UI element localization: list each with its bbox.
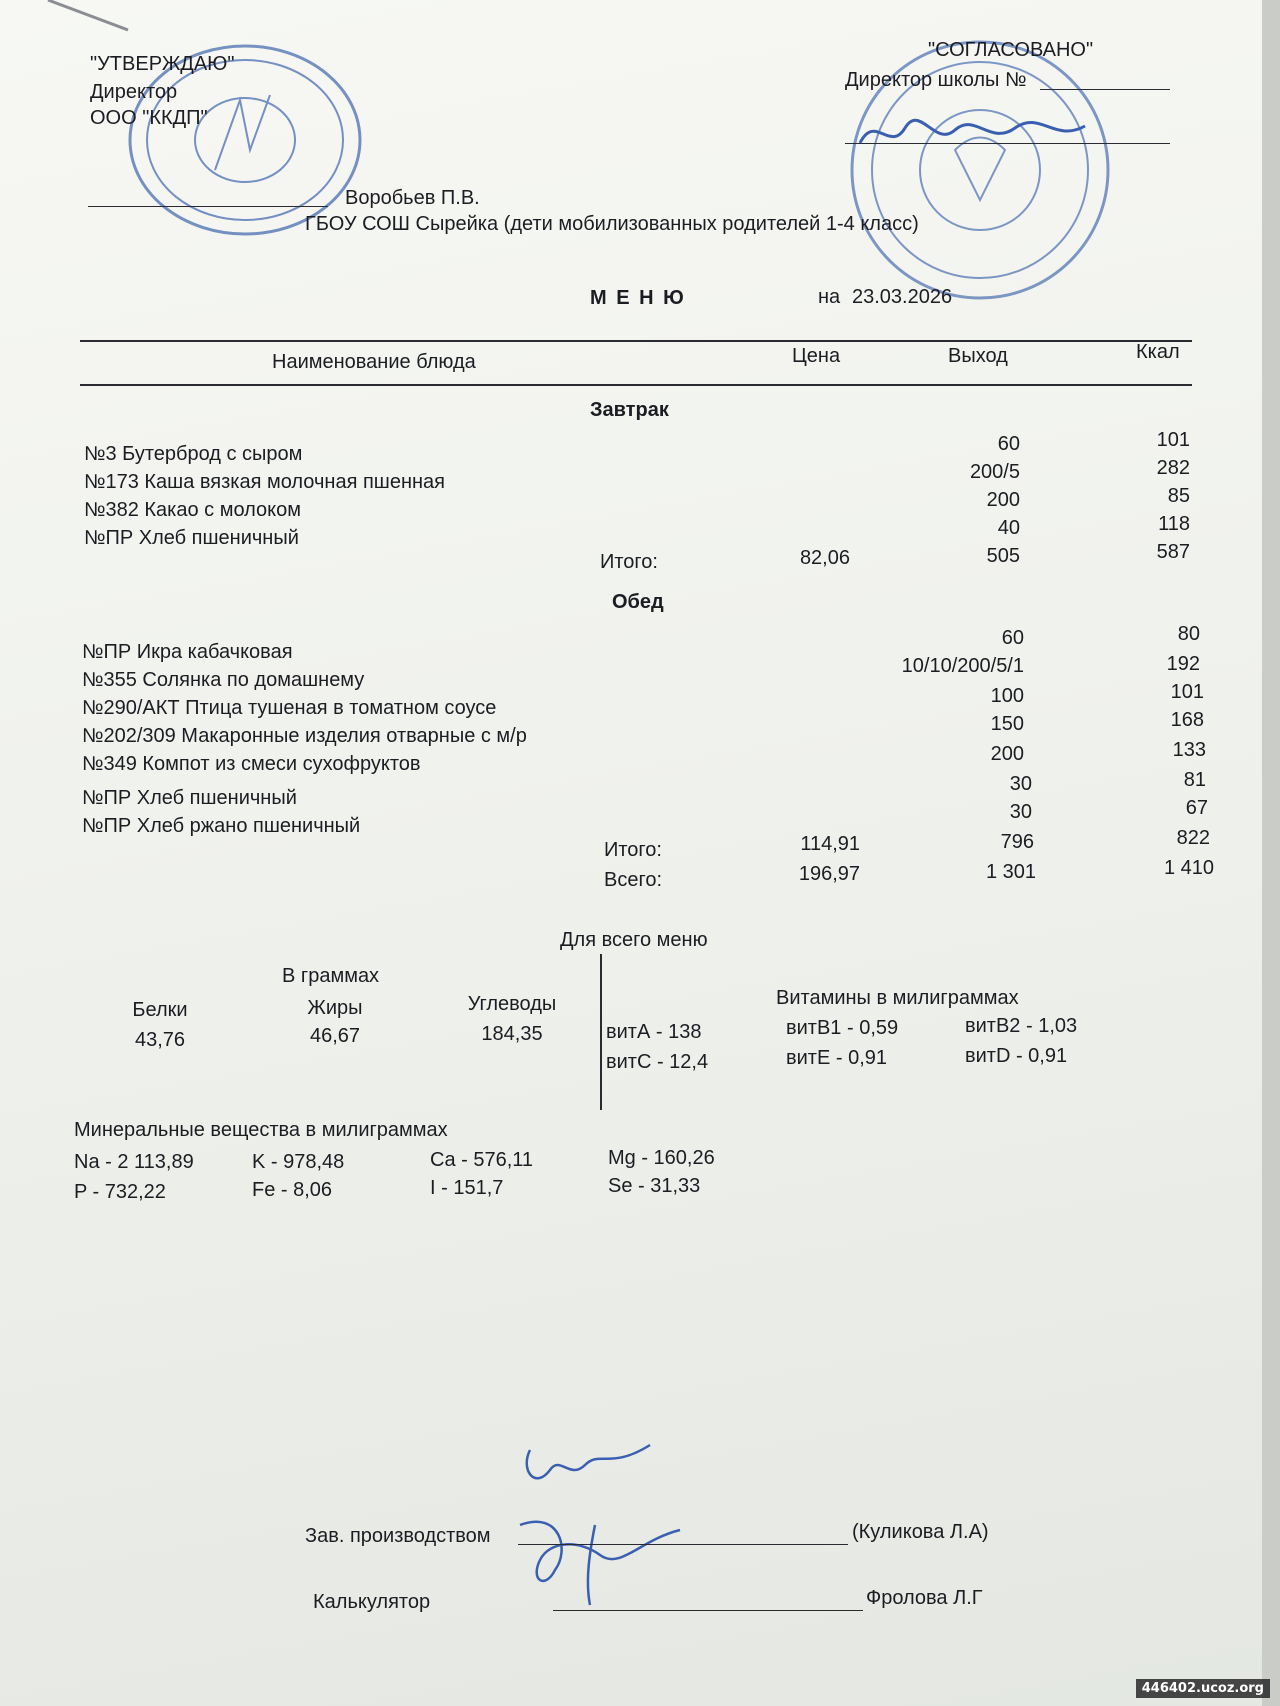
dish-kcal: 133 (1172, 739, 1206, 761)
table-top-rule (80, 340, 1192, 342)
minerals-label: Минеральные вещества в милиграммах (74, 1119, 448, 1141)
subtotal-price: 114,91 (800, 833, 860, 855)
proteins-value: 43,76 (134, 1029, 186, 1051)
dish-name: №ПР Икра кабачковая (82, 641, 293, 663)
nutrition-divider (600, 954, 602, 1110)
dish-name: №3 Бутерброд с сыром (84, 443, 303, 465)
grand-total-yield: 1 301 (985, 861, 1036, 883)
grand-total-kcal: 1 410 (1163, 857, 1214, 879)
mineral-value: Se - 31,33 (608, 1175, 701, 1197)
dish-kcal: 85 (1167, 485, 1190, 507)
dish-name: №ПР Хлеб ржано пшеничный (82, 815, 361, 837)
dish-kcal: 118 (1158, 513, 1190, 535)
vitamin-value: витD - 0,91 (965, 1045, 1068, 1067)
dish-kcal: 101 (1170, 681, 1204, 703)
dish-name: №355 Солянка по домашнему (82, 669, 365, 691)
mineral-value: I - 151,7 (430, 1177, 504, 1199)
dish-kcal: 192 (1166, 653, 1200, 675)
nutrition-title: Для всего меню (560, 929, 708, 951)
fats-label: Жиры (307, 997, 363, 1019)
subtotal-label: Итого: (600, 551, 658, 573)
subtotal-label: Итого: (604, 839, 662, 861)
proteins-label: Белки (132, 999, 188, 1021)
dish-yield: 30 (1009, 773, 1032, 795)
subtotal-yield: 505 (986, 545, 1020, 567)
agreed-signature (855, 108, 1105, 158)
column-header-kcal: Ккал (1136, 341, 1180, 363)
subtotal-kcal: 587 (1156, 541, 1190, 563)
production-manager-label: Зав. производством (305, 1525, 491, 1547)
dish-kcal: 81 (1183, 769, 1206, 791)
vitamins-label: Витамины в милиграммах (776, 987, 1019, 1009)
carbs-value: 184,35 (481, 1023, 543, 1045)
subtotal-price: 82,06 (799, 547, 850, 569)
column-header-yield: Выход (948, 345, 1008, 367)
dish-yield: 60 (997, 433, 1020, 455)
carbs-label: Углеводы (467, 993, 557, 1015)
column-header-name: Наименование блюда (272, 351, 476, 373)
section-title-breakfast: Завтрак (590, 399, 669, 421)
dish-kcal: 80 (1177, 623, 1200, 645)
mineral-value: K - 978,48 (252, 1151, 345, 1173)
approver-signature-line (88, 206, 328, 207)
production-manager-name: (Куликова Л.А) (852, 1521, 989, 1543)
table-header-rule (80, 384, 1192, 386)
dish-kcal: 282 (1156, 457, 1190, 479)
column-header-price: Цена (792, 345, 841, 367)
calculator-signature-line (553, 1610, 863, 1611)
dish-kcal: 101 (1156, 429, 1190, 451)
approver-name: Воробьев П.В. (345, 187, 480, 209)
agreed-heading: "СОГЛАСОВАНО" (928, 39, 1094, 61)
menu-title: М Е Н Ю (590, 287, 686, 309)
dish-name: №173 Каша вязкая молочная пшенная (84, 471, 446, 493)
dish-yield: 200/5 (969, 461, 1020, 483)
mineral-value: Mg - 160,26 (608, 1147, 715, 1169)
dish-name: №ПР Хлеб пшеничный (82, 787, 297, 809)
dish-yield: 40 (997, 517, 1020, 539)
calculator-name: Фролова Л.Г (866, 1587, 983, 1609)
menu-date: 23.03.2026 (852, 286, 953, 308)
grand-total-label: Всего: (604, 869, 662, 891)
dish-yield: 30 (1009, 801, 1032, 823)
dish-yield: 150 (990, 713, 1024, 735)
dish-yield: 200 (986, 489, 1020, 511)
vitamin-value: витА - 138 (606, 1021, 702, 1043)
school-number-line (1040, 89, 1170, 90)
table-surface (1262, 0, 1280, 1706)
production-signature-line (518, 1544, 848, 1545)
dish-name: №382 Какао с молоком (84, 499, 302, 521)
mineral-value: Ca - 576,11 (430, 1149, 534, 1171)
handwritten-signature (500, 1430, 720, 1620)
dish-yield: 60 (1001, 627, 1024, 649)
vitamin-value: витВ2 - 1,03 (965, 1015, 1078, 1037)
approver-org: ООО "ККДП" (90, 107, 208, 129)
mineral-value: P - 732,22 (74, 1181, 166, 1203)
watermark: 446402.ucoz.org (1136, 1679, 1270, 1698)
grams-label: В граммах (282, 965, 380, 987)
agreed-role: Директор школы № (845, 69, 1027, 91)
fats-value: 46,67 (309, 1025, 361, 1047)
menu-date-prefix: на (818, 286, 841, 308)
vitamin-value: витЕ - 0,91 (786, 1047, 887, 1069)
dish-name: №349 Компот из смеси сухофруктов (82, 753, 421, 775)
dish-kcal: 67 (1185, 797, 1208, 819)
dish-yield: 10/10/200/5/1 (901, 655, 1024, 677)
school-name: ГБОУ СОШ Сырейка (дети мобилизованных родителей 1-4 класс) (305, 213, 919, 235)
calculator-label: Калькулятор (313, 1591, 431, 1613)
staple-mark (40, 0, 140, 34)
section-title-lunch: Обед (612, 591, 664, 613)
subtotal-yield: 796 (1000, 831, 1034, 853)
approver-role: Директор (90, 81, 178, 103)
mineral-value: Fe - 8,06 (252, 1179, 333, 1201)
vitamin-value: витС - 12,4 (606, 1051, 709, 1073)
dish-name: №ПР Хлеб пшеничный (84, 527, 299, 549)
dish-yield: 200 (990, 743, 1024, 765)
vitamin-value: витВ1 - 0,59 (786, 1017, 899, 1039)
dish-kcal: 168 (1170, 709, 1204, 731)
dish-yield: 100 (990, 685, 1024, 707)
grand-total-price: 196,97 (798, 863, 860, 885)
mineral-value: Na - 2 113,89 (74, 1151, 194, 1173)
subtotal-kcal: 822 (1176, 827, 1210, 849)
dish-name: №202/309 Макаронные изделия отварные с м/р (82, 725, 527, 747)
approve-heading: "УТВЕРЖДАЮ" (90, 53, 235, 75)
dish-name: №290/АКТ Птица тушеная в томатном соусе (82, 697, 497, 719)
